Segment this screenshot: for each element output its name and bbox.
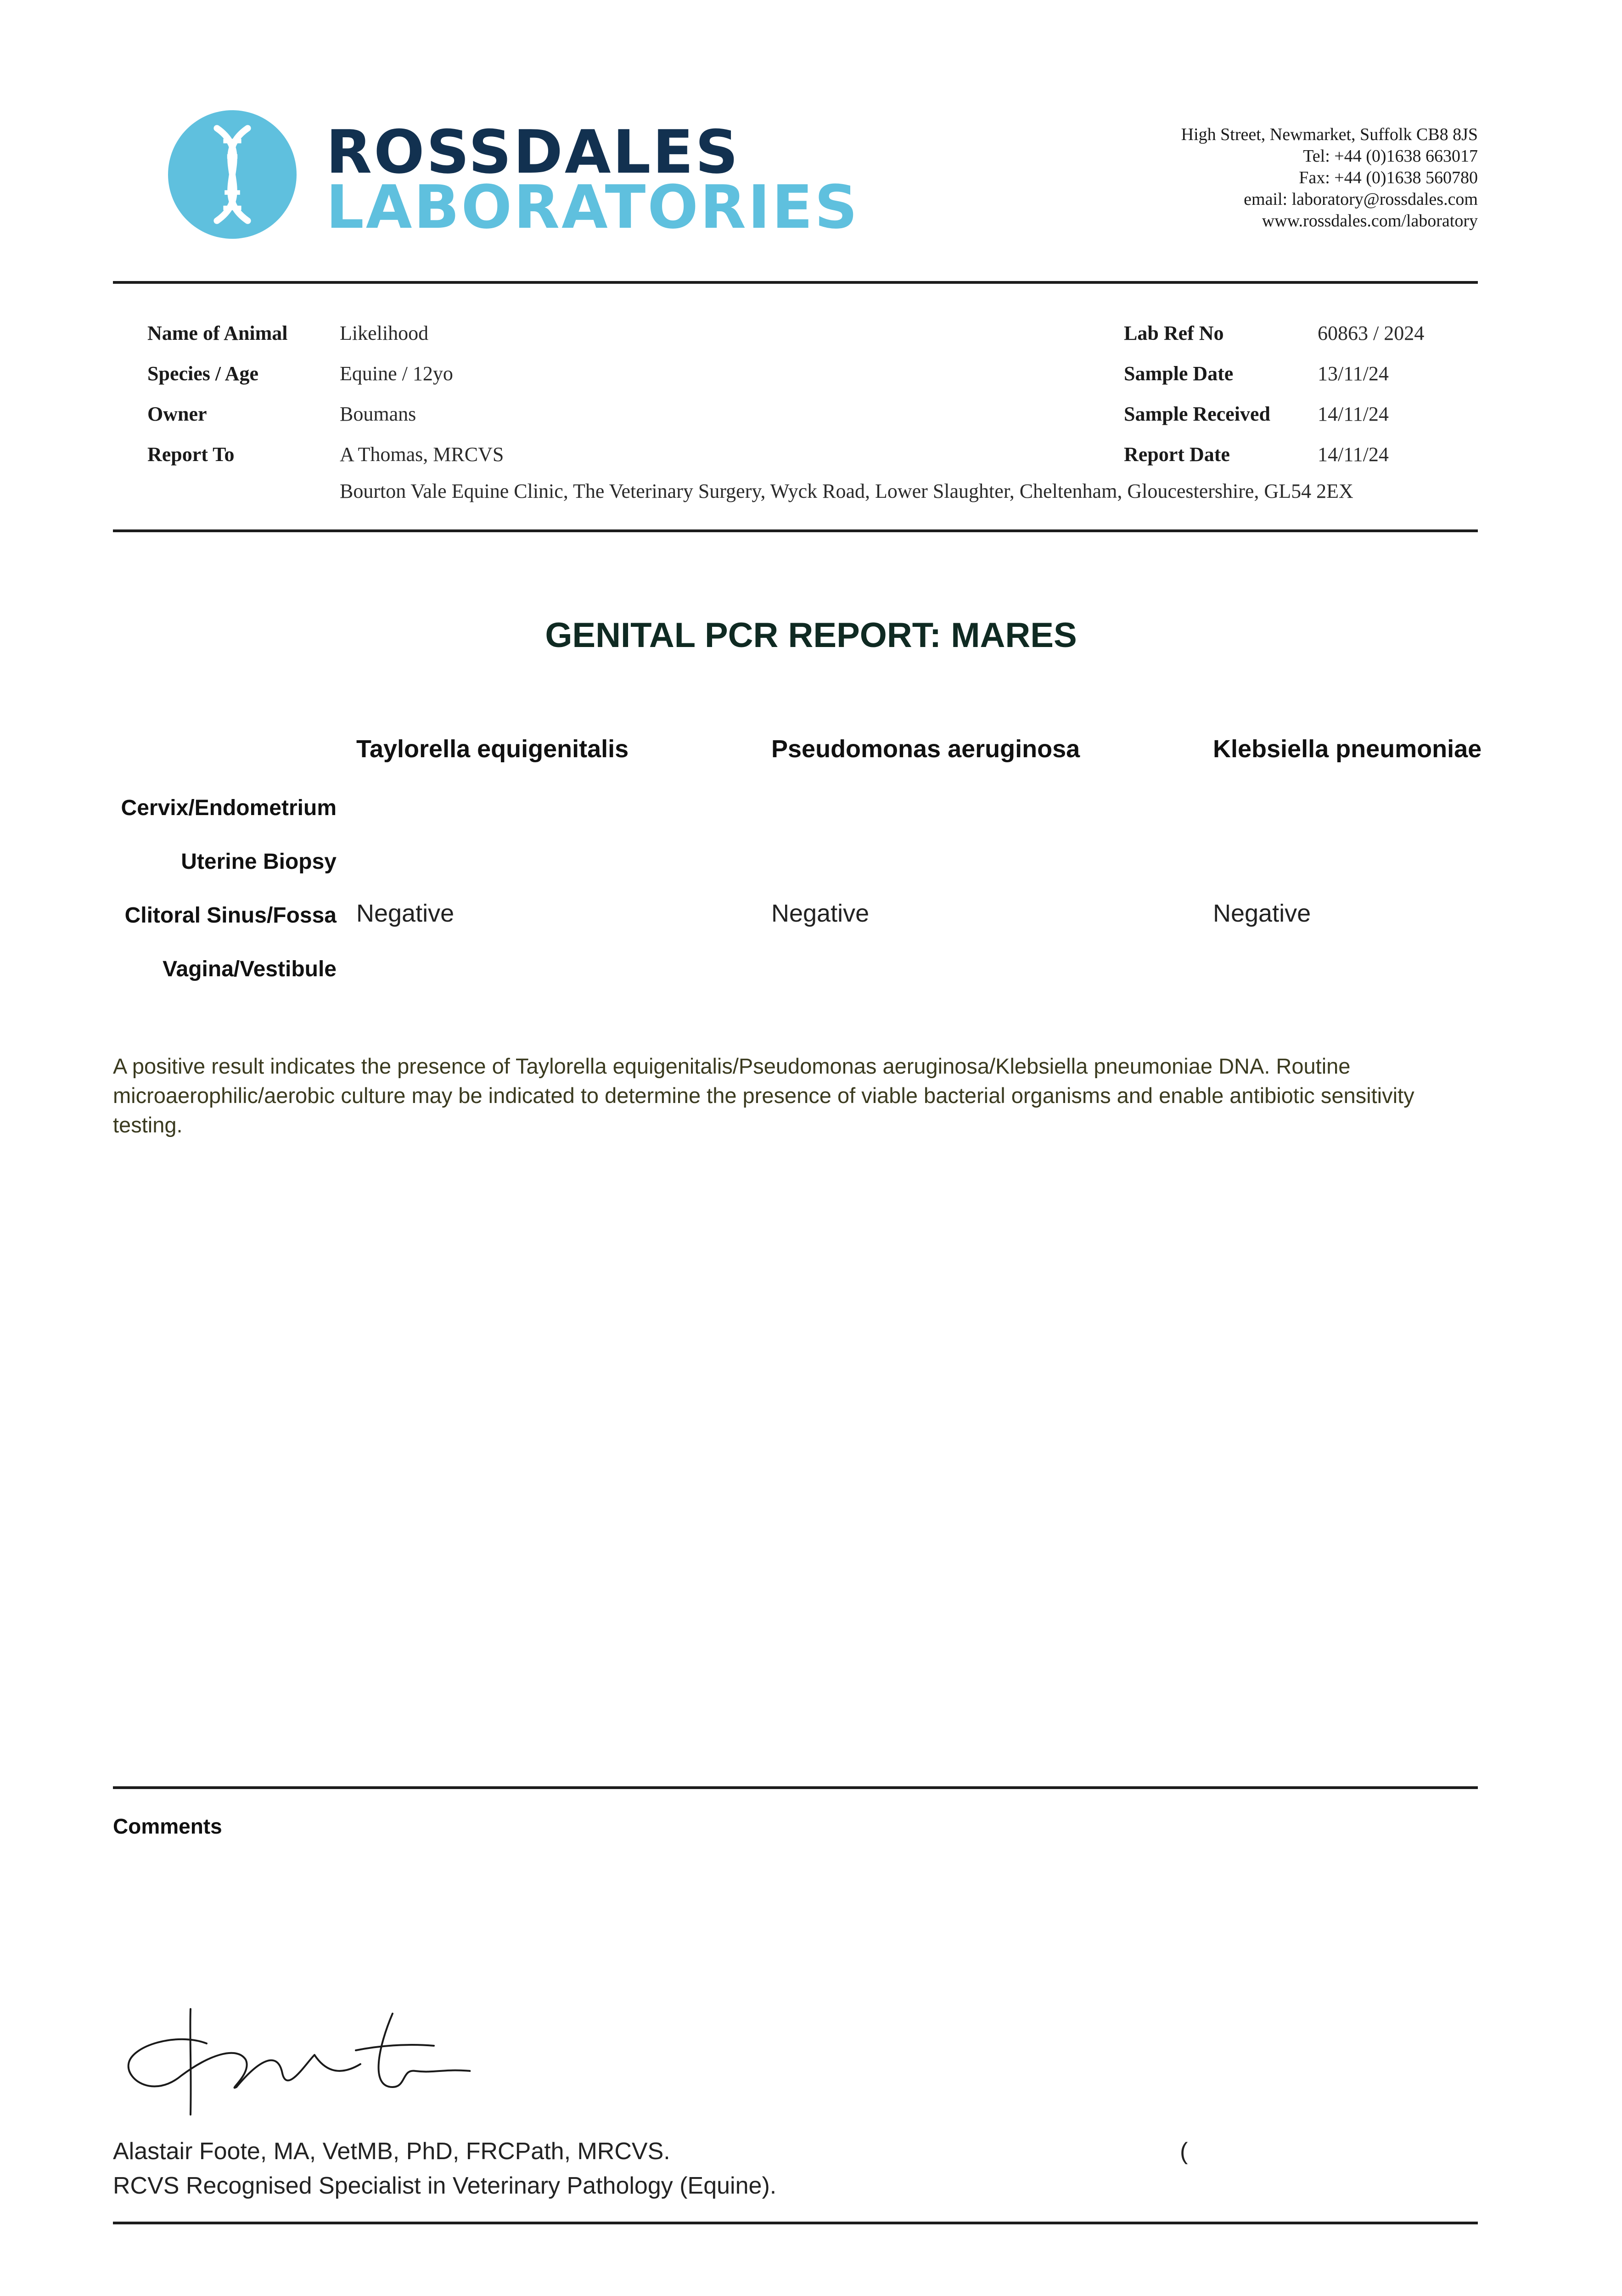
report-title: GENITAL PCR REPORT: MARES	[545, 616, 1077, 655]
owner-label: Owner	[147, 403, 207, 425]
sample-received-label: Sample Received	[1124, 403, 1270, 425]
footer-divider	[113, 2222, 1478, 2224]
details-divider	[113, 529, 1478, 532]
header-divider	[113, 281, 1478, 284]
report-to-label: Report To	[147, 443, 235, 466]
species-age-value: Equine / 12yo	[340, 362, 453, 385]
dna-helix-icon	[168, 110, 297, 239]
stray-mark: (	[1180, 2138, 1188, 2165]
result-taylorella-clitoral: Negative	[356, 900, 455, 927]
signatory-title: RCVS Recognised Specialist in Veterinary Pathology (Equine).	[113, 2172, 777, 2199]
column-header-taylorella: Taylorella equigenitalis	[356, 735, 629, 763]
row-label-vagina-vestibule: Vagina/Vestibule	[163, 957, 337, 981]
logo-wordmark-top: ROSSDALES	[326, 117, 740, 187]
sample-received-value: 14/11/24	[1318, 403, 1389, 425]
handwritten-signature	[122, 2000, 471, 2119]
sample-date-value: 13/11/24	[1318, 362, 1389, 385]
address: High Street, Newmarket, Suffolk CB8 8JS	[1181, 125, 1478, 144]
lab-ref-value: 60863 / 2024	[1318, 322, 1425, 344]
lab-ref-label: Lab Ref No	[1124, 322, 1224, 344]
name-of-animal-label: Name of Animal	[147, 322, 288, 344]
signatory-name: Alastair Foote, MA, VetMB, PhD, FRCPath, MRCVS.	[113, 2138, 670, 2165]
fax: Fax: +44 (0)1638 560780	[1299, 168, 1478, 187]
interpretation-note: A positive result indicates the presence of Taylorella equigenitalis/Pseudomonas aeruginosa/Klebsiella pneumoniae DNA. Routine microaerophilic/aerobic culture may be indicated to determine the presence of viable bacterial organisms and enable antibiotic sensitivity testing.	[113, 1054, 1414, 1137]
result-pseudomonas-clitoral: Negative	[771, 900, 870, 927]
email: email: laboratory@rossdales.com	[1244, 190, 1478, 209]
clinic-address: Bourton Vale Equine Clinic, The Veterinary Surgery, Wyck Road, Lower Slaughter, Cheltenham, Gloucestershire, GL54 2EX	[340, 480, 1353, 502]
report-date-value: 14/11/24	[1318, 443, 1389, 466]
result-klebsiella-clitoral: Negative	[1213, 900, 1311, 927]
comments-label: Comments	[113, 1814, 222, 1838]
report-to-value: A Thomas, MRCVS	[340, 443, 504, 466]
row-label-cervix-endometrium: Cervix/Endometrium	[121, 796, 337, 820]
logo-wordmark-bottom: LABORATORIES	[326, 172, 859, 242]
row-label-uterine-biopsy: Uterine Biopsy	[181, 850, 337, 874]
report-date-label: Report Date	[1124, 443, 1230, 466]
name-of-animal-value: Likelihood	[340, 322, 429, 344]
owner-value: Boumans	[340, 403, 416, 425]
column-header-klebsiella: Klebsiella pneumoniae	[1213, 735, 1482, 763]
species-age-label: Species / Age	[147, 362, 258, 385]
sample-date-label: Sample Date	[1124, 362, 1234, 385]
telephone: Tel: +44 (0)1638 663017	[1303, 146, 1478, 166]
comments-divider	[113, 1786, 1478, 1789]
contact-block	[1181, 124, 1478, 232]
row-label-clitoral-sinus-fossa: Clitoral Sinus/Fossa	[124, 903, 337, 928]
website: www.rossdales.com/laboratory	[1262, 211, 1478, 231]
column-header-pseudomonas: Pseudomonas aeruginosa	[771, 735, 1080, 763]
